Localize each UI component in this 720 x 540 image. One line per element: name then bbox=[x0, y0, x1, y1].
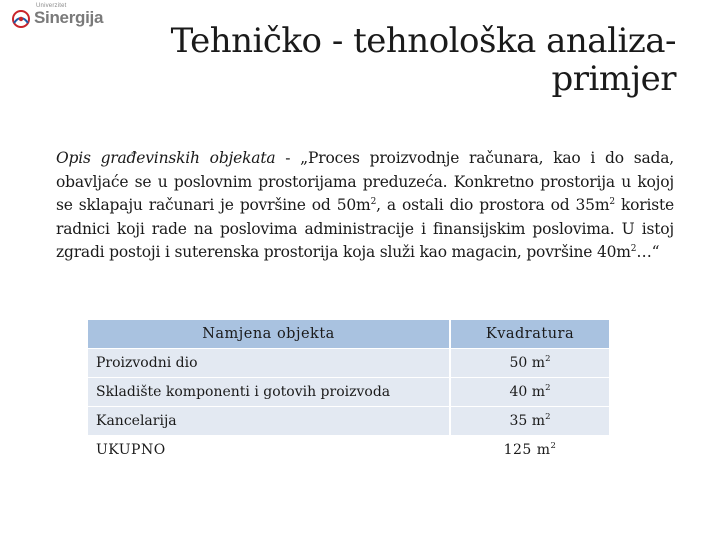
row-area bbox=[451, 349, 609, 377]
title-line-2: primjer bbox=[551, 59, 676, 99]
row-area-value: 50 m bbox=[509, 355, 546, 371]
row-name: Kancelarija bbox=[88, 407, 451, 435]
row-name: Proizvodni dio bbox=[88, 349, 451, 377]
intro-text-1: - „Proces proizvodnje računara, kao i do sada, obavljaće se u poslovnim prostorijama preduzeća. Konkretno prostorija u kojoj se sklapaju računari je površine od 50m bbox=[56, 149, 674, 215]
table-total-row bbox=[88, 436, 609, 464]
intro-italic-lead: Opis građevinskih objekata bbox=[56, 149, 276, 167]
table-row bbox=[88, 407, 609, 435]
row-area-value: 35 m bbox=[509, 413, 546, 429]
intro-text-2: , a ostali dio prostora od 35m bbox=[376, 196, 610, 215]
row-area-value: 40 m bbox=[509, 384, 546, 400]
row-area-unit-sup: 2 bbox=[545, 383, 551, 393]
row-area-unit-sup: 2 bbox=[545, 412, 551, 422]
table-row bbox=[88, 349, 609, 377]
header-area: Kvadratura bbox=[451, 320, 609, 348]
intro-text-3: koriste radnici koji rade na poslovima administracije i finansijskim poslovima. U istoj zgradi postoji i suterenska prostorija koja služi kao magacin, površine 40m bbox=[56, 196, 675, 262]
logo-subtitle: Univerzitet bbox=[36, 3, 67, 9]
slide-title bbox=[76, 22, 676, 98]
logo-name: Sinergija bbox=[34, 8, 104, 27]
row-area-unit-sup: 2 bbox=[545, 354, 551, 364]
row-area bbox=[451, 407, 609, 435]
total-label: UKUPNO bbox=[88, 436, 451, 464]
area-table bbox=[88, 319, 609, 465]
title-line-1: Tehničko - tehnološka analiza- bbox=[170, 21, 676, 61]
total-area-unit-sup: 2 bbox=[550, 441, 557, 451]
intro-sup-2: 2 bbox=[609, 197, 615, 208]
header-purpose: Namjena objekta bbox=[88, 320, 451, 348]
table-header-row bbox=[88, 320, 609, 348]
table-row bbox=[88, 378, 609, 406]
total-area bbox=[451, 436, 609, 464]
intro-sup-3: 2 bbox=[630, 244, 637, 255]
logo-emblem-icon bbox=[10, 9, 32, 29]
row-area bbox=[451, 378, 609, 406]
intro-sup-1: 2 bbox=[370, 197, 377, 208]
intro-text-4: …“ bbox=[636, 243, 660, 262]
row-name: Skladište komponenti i gotovih proizvoda bbox=[88, 378, 451, 406]
total-area-value: 125 m bbox=[503, 442, 551, 458]
intro-paragraph bbox=[56, 147, 674, 265]
